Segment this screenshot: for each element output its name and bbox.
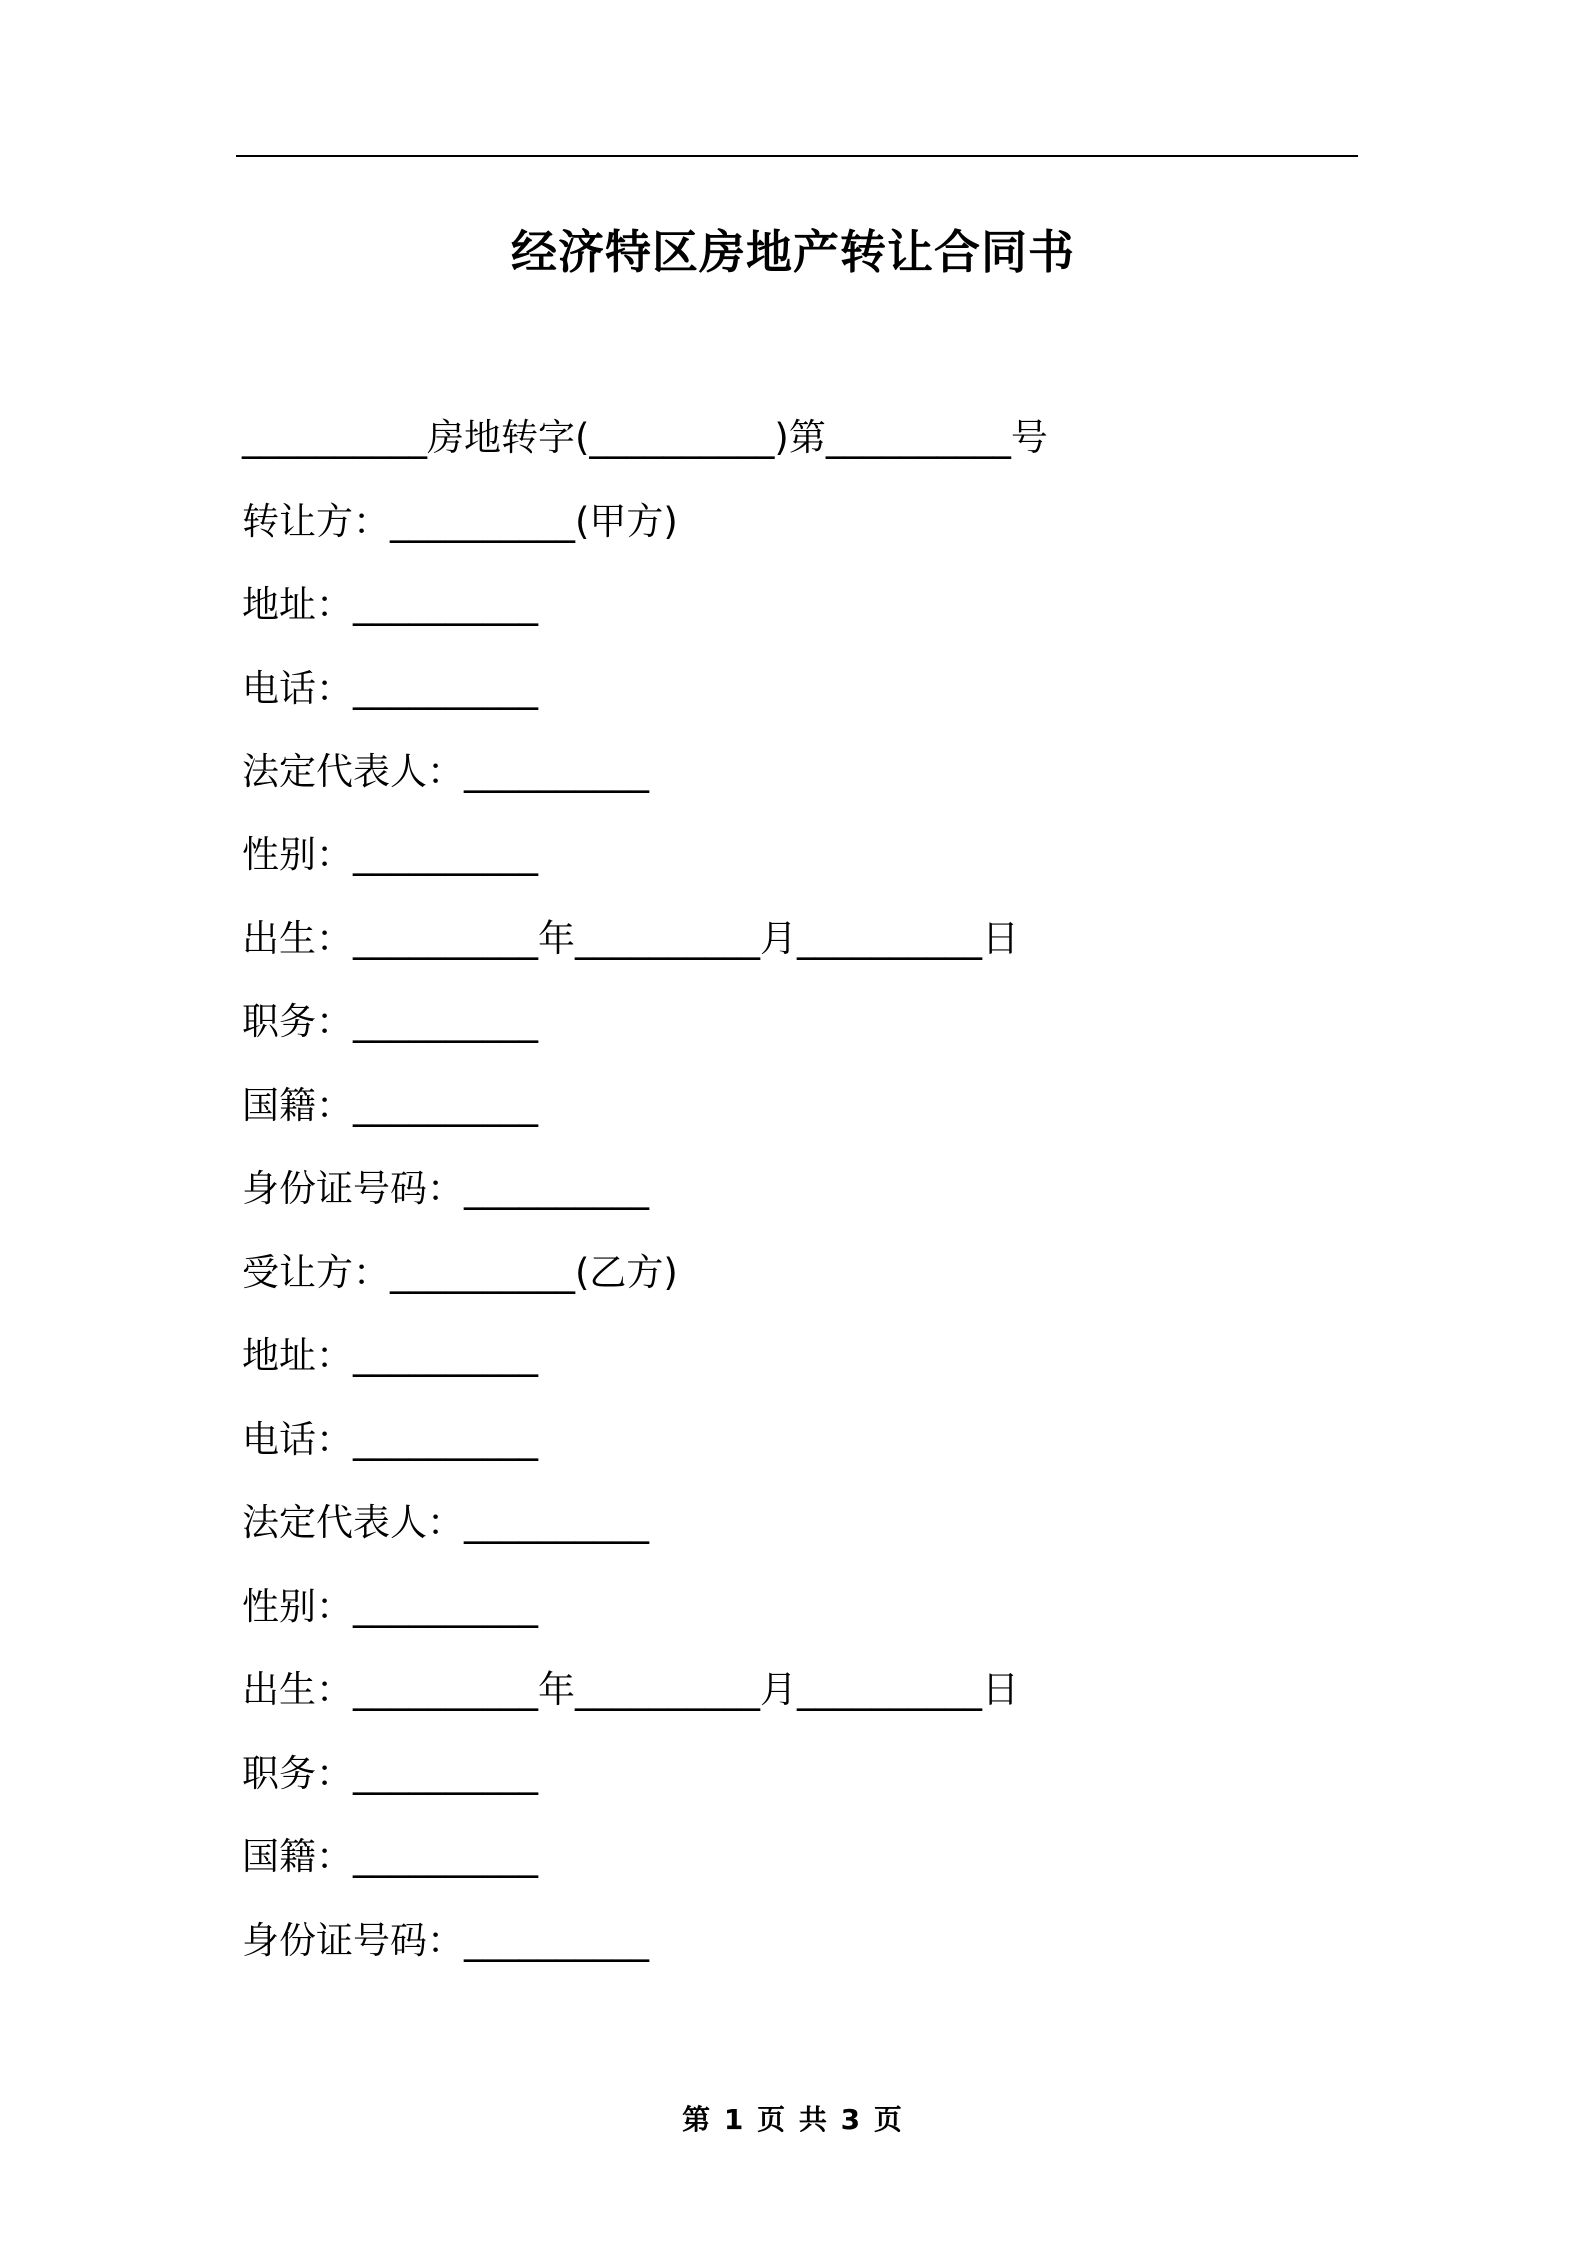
transferor-position: 职务：__________	[242, 1000, 538, 1043]
transferee-birth: 出生：__________年__________月__________日	[242, 1668, 1019, 1711]
transferee-gender: 性别：__________	[242, 1585, 538, 1628]
header-rule	[236, 155, 1358, 157]
transferee-address: 地址：__________	[242, 1334, 538, 1377]
transferor-birth: 出生：__________年__________月__________日	[242, 917, 1019, 960]
transferee-phone: 电话：__________	[242, 1418, 538, 1461]
transferor-phone: 电话：__________	[242, 667, 538, 710]
transferee-id-number: 身份证号码：__________	[242, 1919, 649, 1962]
transferor-address: 地址：__________	[242, 583, 538, 626]
page-footer: 第 1 页 共 3 页	[682, 2103, 904, 2136]
document-title: 经济特区房地产转让合同书	[511, 225, 1075, 279]
contract-number-line: __________房地转字(__________)第__________号	[242, 416, 1048, 459]
transferor-id-number: 身份证号码：__________	[242, 1167, 649, 1210]
transferee-nationality: 国籍：__________	[242, 1835, 538, 1878]
transferor-line: 转让方：__________(甲方)	[242, 500, 678, 543]
transferor-gender: 性别：__________	[242, 833, 538, 876]
transferor-nationality: 国籍：__________	[242, 1084, 538, 1127]
transferee-position: 职务：__________	[242, 1752, 538, 1795]
transferee-legal-rep: 法定代表人：__________	[242, 1501, 649, 1544]
transferor-legal-rep: 法定代表人：__________	[242, 750, 649, 793]
transferee-line: 受让方：__________(乙方)	[242, 1251, 678, 1294]
